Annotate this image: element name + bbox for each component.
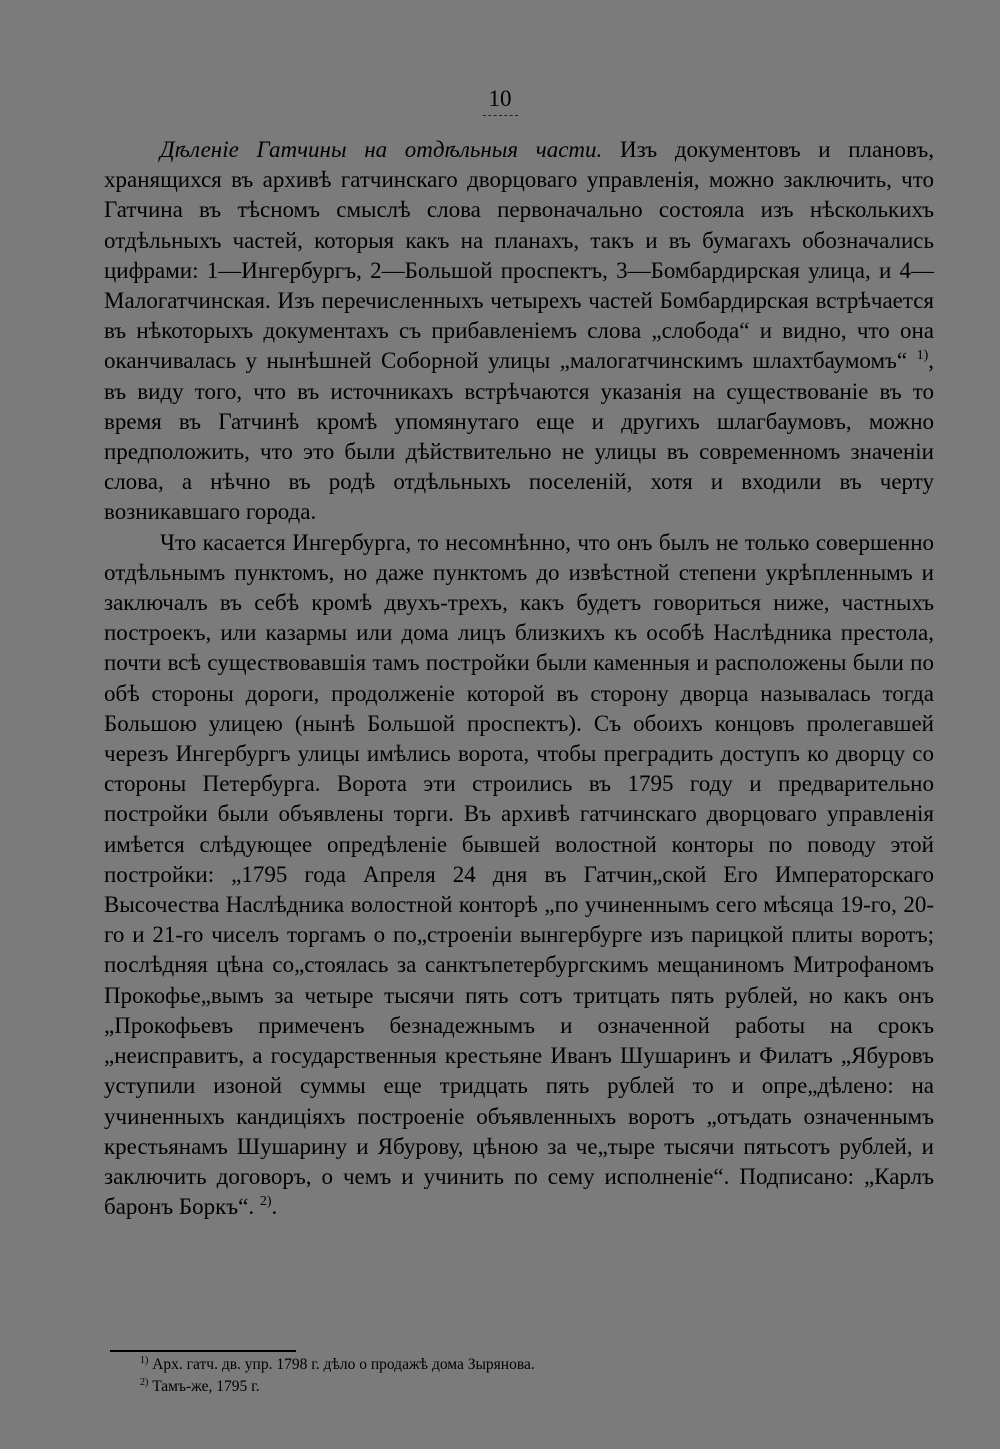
footnote-1-mark: 1) [140, 1355, 149, 1366]
footnote-divider [110, 1350, 296, 1352]
page-number [0, 86, 1000, 116]
footnote-ref-2: 2) [259, 1194, 272, 1210]
paragraph-1-text-continued: , въ виду того, что въ источникахъ встрѣчаются указанія на существованіе въ то время въ Гатчинѣ кромѣ упомянутаго еще и другихъ шлагбаумовъ, можно предположить, что это были дѣйствительно не улицы въ современномъ значеніи слова, а нѣчно въ родѣ отдѣльныхъ поселеній, хотя и входили въ черту возникавшаго города. [104, 348, 934, 525]
paragraph-1-text: Изъ документовъ и плановъ, хранящихся въ архивѣ гатчинскаго дворцоваго управленія, можно заключить, что Гатчина въ тѣсномъ смыслѣ слова первоначально состояла изъ нѣсколькихъ отдѣльныхъ частей, которыя какъ на планахъ, такъ и въ бумагахъ обозначались цифрами: 1—Ингербургъ, 2—Большой проспектъ, 3—Бомбардирская улица, и 4—Малогатчинская. Изъ перечисленныхъ четырехъ частей Бомбардирская встрѣчается въ нѣкоторыхъ документахъ съ прибавленіемъ слова „слобода“ и видно, что она оканчивалась у нынѣшней Соборной улицы „малогатчинскимъ шлахтбаумомъ“ [104, 137, 934, 374]
footnote-1-text: Арх. гатч. дв. упр. 1798 г. дѣло о продажѣ дома Зырянова. [148, 1356, 535, 1373]
footnote-2-text: Тамъ-же, 1795 г. [148, 1378, 260, 1395]
footnote-2-mark: 2) [140, 1377, 149, 1388]
page-number-value: 10 [483, 86, 518, 116]
footnote-ref-1: 1) [916, 348, 929, 364]
footnotes [140, 1354, 920, 1398]
paragraph-2-text-end: . [271, 1194, 278, 1220]
section-heading: Дѣленіе Гатчины на отдѣльныя части. [160, 137, 603, 162]
footnote-1 [140, 1354, 920, 1376]
body-text [104, 135, 934, 1222]
paragraph-2 [104, 528, 934, 1223]
paragraph-2-text: Что касается Ингербурга, то несомнѣнно, что онъ былъ не только совершенно отдѣльнымъ пунктомъ, но даже пунктомъ до извѣстной степени укрѣпленнымъ и заключалъ въ себѣ кромѣ двухъ-трехъ, какъ будетъ говориться ниже, частныхъ построекъ, или казармы или дома лицъ близкихъ къ особѣ Наслѣдника престола, почти всѣ существовавшія тамъ постройки были каменныя и расположены были по обѣ стороны дороги, продолженіе которой въ сторону дворца называлась тогда Большою улицею (нынѣ Большой проспектъ). Съ обоихъ концовъ пролегавшей черезъ Ингербургъ улицы имѣлись ворота, чтобы преградить доступъ ко дворцу со стороны Петербурга. Ворота эти строились въ 1795 году и предварительно постройки были объявлены торги. Въ архивѣ гатчинскаго дворцоваго управленія имѣется слѣдующее опредѣленіе бывшей волостной конторы по поводу этой постройки: „1795 года Апреля 24 дня въ Гатчин„ской Его Императорскаго Высочества Наслѣдника волостной конторѣ „по учиненнымъ сего мѣсяца 19-го, 20-го и 21-го чиселъ торгамъ о по„строеніи вынгербурге изъ парицкой плиты воротъ; послѣдняя цѣна со„стоялась за санктъпетербургскимъ мещаниномъ Митрофаномъ Прокофье„вымъ за четыре тысячи пять сотъ тритцать пять рублей, но какъ онъ „Прокофьевъ примеченъ безнадежнымъ и означенной работы на срокъ „неисправитъ, а государственныя крестьяне Иванъ Шушаринъ и Филатъ „Ябуровъ уступили изоной суммы еще тридцать пять рублей то и опре„дѣлено: на учиненныхъ кандиціяхъ построеніе объявленныхъ воротъ „отъдать означеннымъ крестьянамъ Шушарину и Ябурову, цѣною за че„тыре тысячи пятьсотъ рублей, и заключить договоръ, о чемъ и учинить по сему исполненіе“. Подписано: „Карлъ баронъ Боркъ“. [104, 529, 934, 1220]
paragraph-1 [104, 135, 934, 528]
footnote-2 [140, 1376, 920, 1398]
